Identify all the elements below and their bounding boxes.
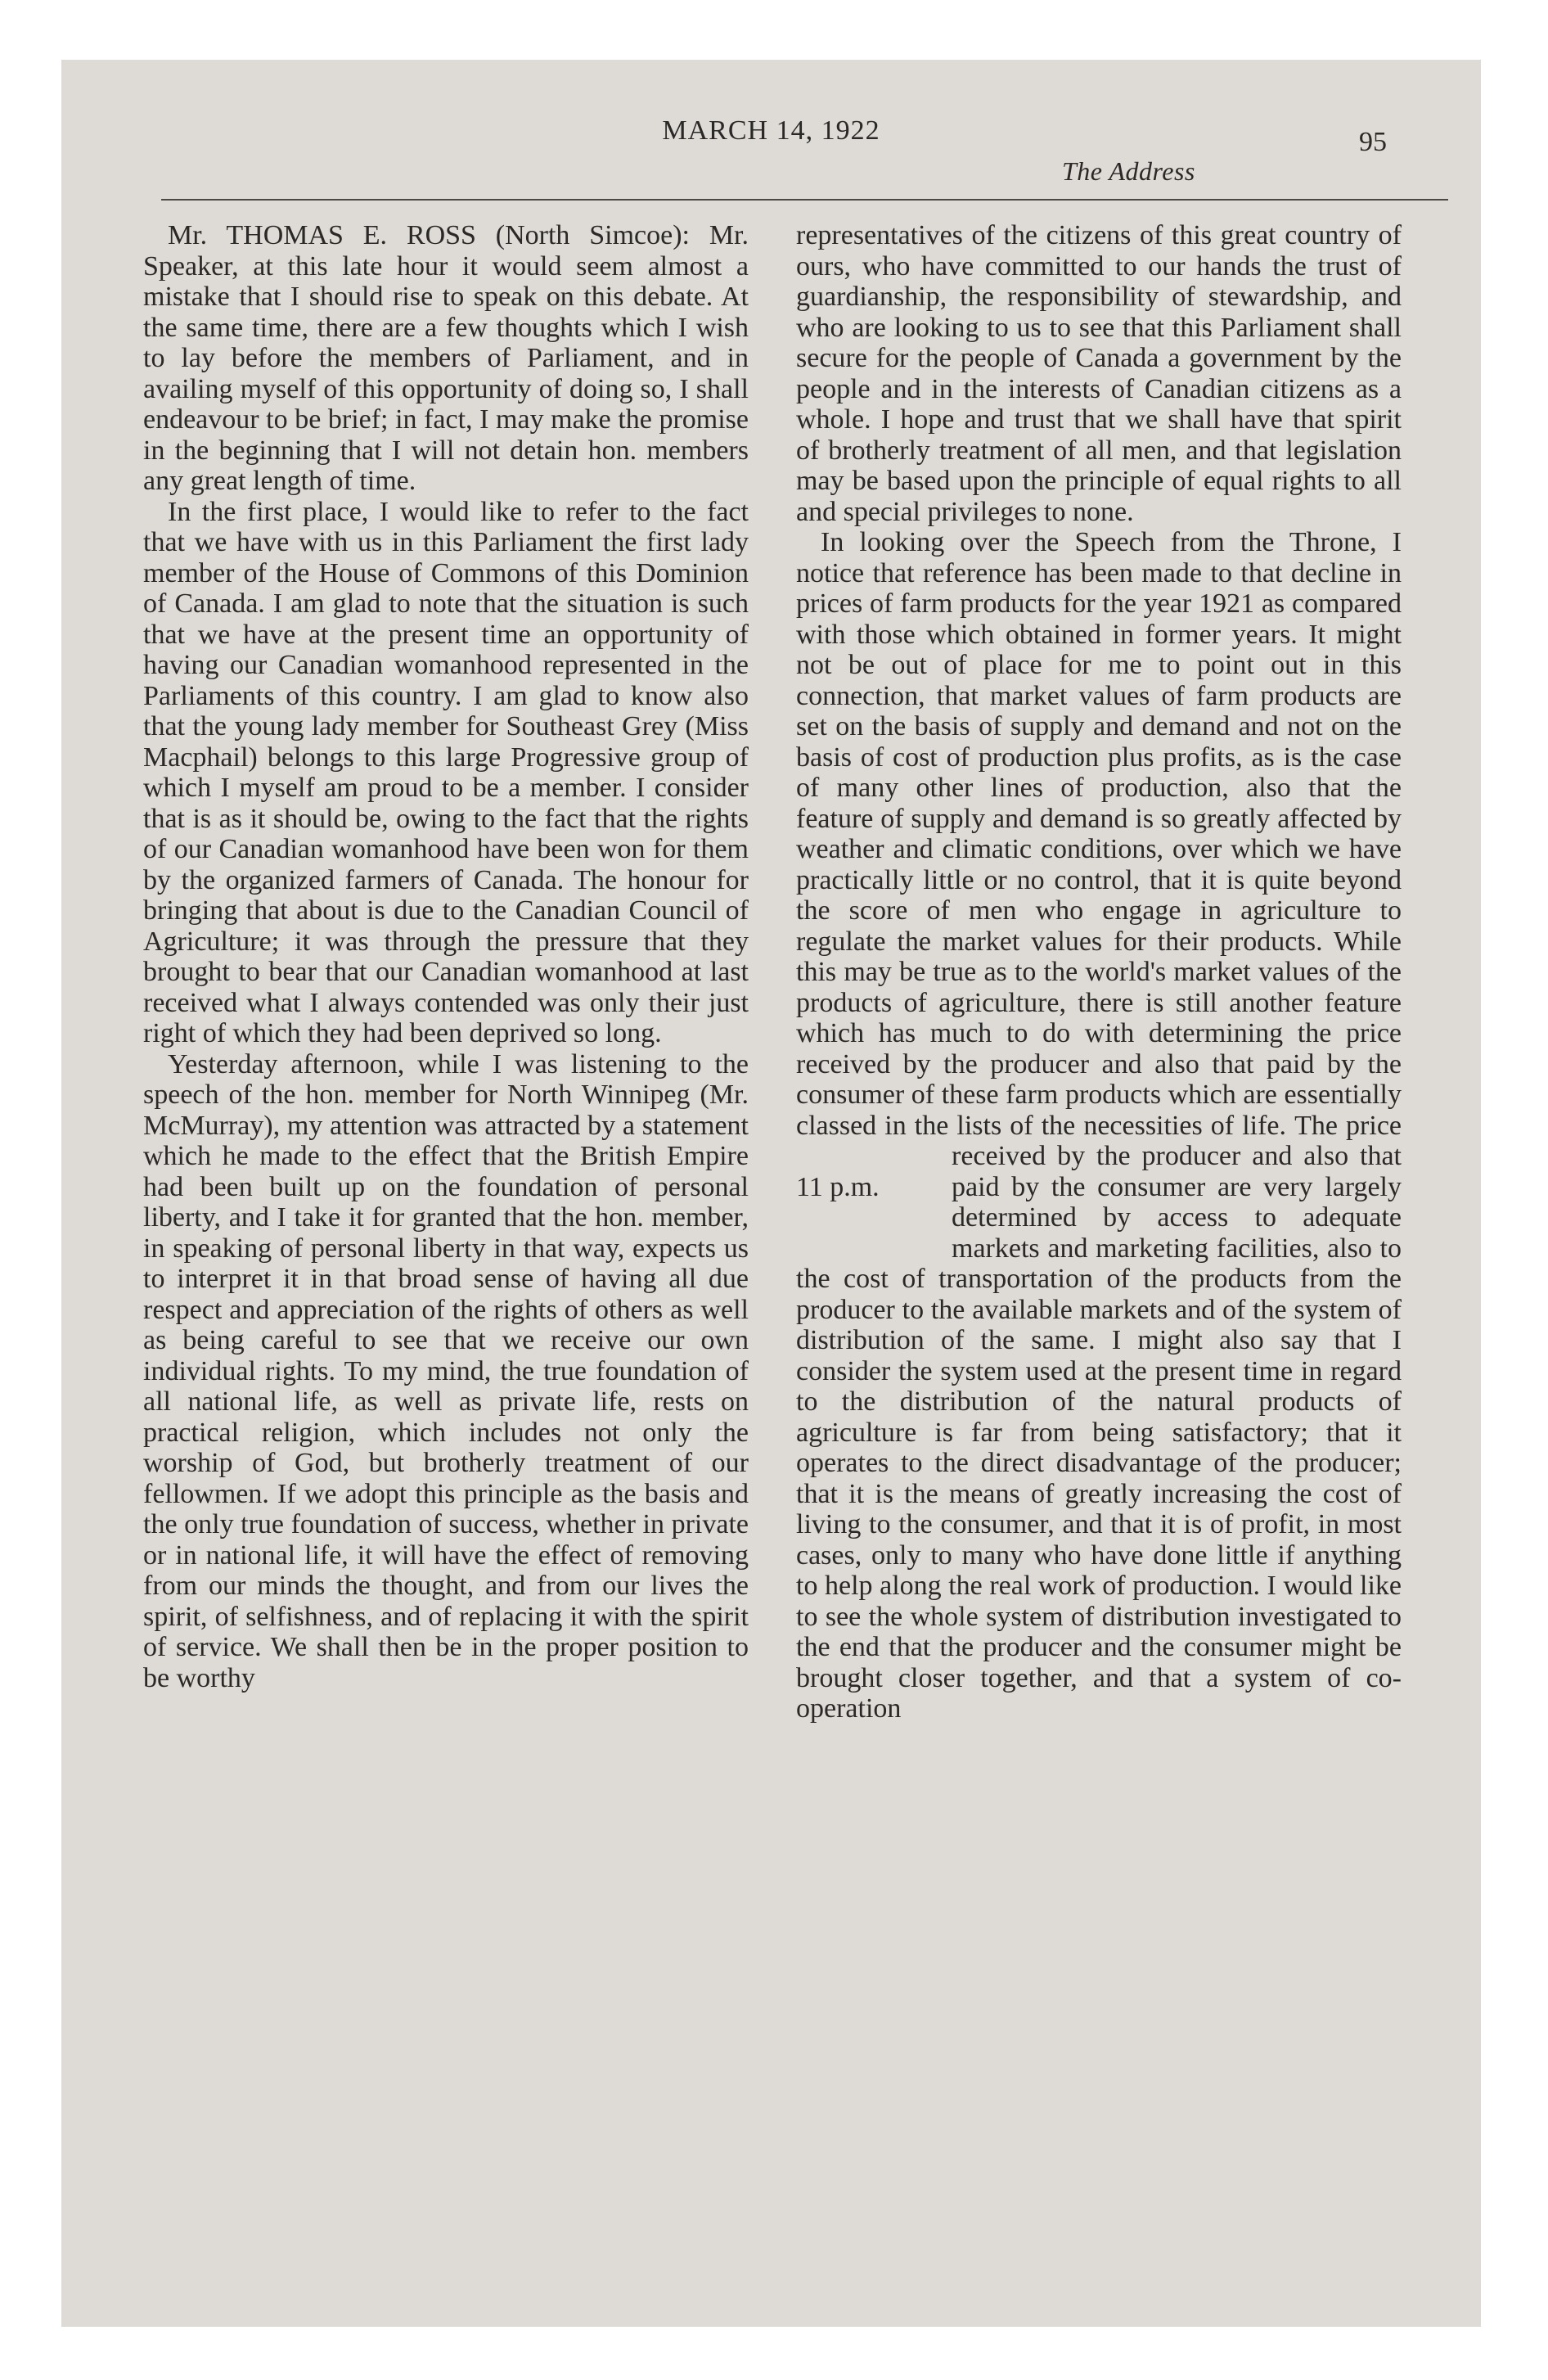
time-margin-note: 11 p.m. <box>796 1172 880 1202</box>
paragraph-text-before-note: In looking over the Speech from the Throne, I notice that reference has been made to that decline in prices of farm products for the year 1921 as compared with those which obtained in former years. It might not be out of place for me to point out in this connection, that market values of farm products are set on the basis of supply and demand and not on the basis of cost of production plus profits, as is the case of many other lines of production, also that the feature of supply and demand is so greatly affected by weather and climatic conditions, over which we have practically little or no control, that it is quite beyond the score of men who engage in agriculture to regulate the market values for their products. While this may be true as to the world's market values of the products of agriculture, there is still another feature which has much to do with determining the price received by the producer and also that paid by the consumer of these farm products which are essentially classed in the lists of the necessities of life. <box>796 527 1402 1141</box>
scanned-page <box>61 60 1481 2327</box>
paragraph-representatives: representatives of the citizens of this great country of ours, who have committed to our hands the trust of guardianship, the responsibility of stewardship, and who are looking to us to see that this Parliament shall secure for the people of Canada a government by the people and in the interests of Canadian citizens as a whole. I hope and trust that we shall have that spirit of brotherly treatment of all men, and that legislation may be based upon the principle of equal rights to all and special privileges to none. <box>796 220 1402 527</box>
paragraph-text-after-note: The price received by the producer and also that paid by the consumer are very largely determined by access to adequate markets and marketing facilities, also to the cost of transportation of the products from the producer to the available markets and of the system of distribution of the same. I might also say that I consider the system used at the present time in regard to the distribution of the natural products of agriculture is far from being satisfactory; that it operates to the direct disadvantage of the producer; that it is the means of greatly increasing the cost of living to the consumer, and that it is of profit, in most cases, only to many who have done little if anything to help along the real work of production. I would like to see the whole system of distribution investigated to the end that the producer and the consumer might be brought closer together, and that a system of co-operation <box>796 1110 1402 1724</box>
page-number: 95 <box>1359 127 1387 157</box>
left-column <box>143 220 749 1693</box>
paragraph-opening: Mr. THOMAS E. ROSS (North Simcoe): Mr. Speaker, at this late hour it would seem almost a mistake that I should rise to speak on this debate. At the same time, there are a few thoughts which I wish to lay before the members of Parliament, and in availing myself of this opportunity of doing so, I shall endeavour to be brief; in fact, I may make the promise in the beginning that I will not detain hon. members any great length of time. <box>143 220 749 496</box>
paragraph-speech-from-throne <box>796 527 1402 1724</box>
header-rule <box>161 199 1448 201</box>
paragraph-personal-liberty: Yesterday afternoon, while I was listening to the speech of the hon. member for North Winnipeg (Mr. McMurray), my attention was attracted by a statement which he made to the effect that the British Empire had been built up on the foundation of personal liberty, and I take it for granted that the hon. member, in speaking of personal liberty in that way, expects us to interpret it in that broad sense of having all due respect and appreciation of the rights of others as well as being careful to see that we receive our own individual rights. To my mind, the true foundation of all national life, as well as private life, rests on practical religion, which includes not only the worship of God, but brotherly treatment of our fellowmen. If we adopt this principle as the basis and the only true foundation of success, whether in private or in national life, it will have the effect of removing from our minds the thought, and from our lives the spirit, of selfishness, and of replacing it with the spirit of service. We shall then be in the proper position to be worthy <box>143 1048 749 1693</box>
paragraph-first-lady-member: In the first place, I would like to refer to the fact that we have with us in this Parliament the first lady member of the House of Commons of this Dominion of Canada. I am glad to note that the situation is such that we have at the present time an opportunity of having our Canadian womanhood represented in the Parliaments of this country. I am glad to know also that the young lady member for Southeast Grey (Miss Macphail) belongs to this large Progressive group of which I myself am proud to be a member. I consider that is as it should be, owing to the fact that the rights of our Canadian womanhood have been won for them by the organized farmers of Canada. The honour for bringing that about is due to the Canadian Council of Agriculture; it was through the pressure that they brought to bear that our Canadian womanhood at last received what I always contended was only their just right of which they had been deprived so long. <box>143 496 749 1048</box>
header-section-title: The Address <box>1062 156 1195 186</box>
right-column <box>796 220 1402 1724</box>
header-date: MARCH 14, 1922 <box>662 115 880 146</box>
